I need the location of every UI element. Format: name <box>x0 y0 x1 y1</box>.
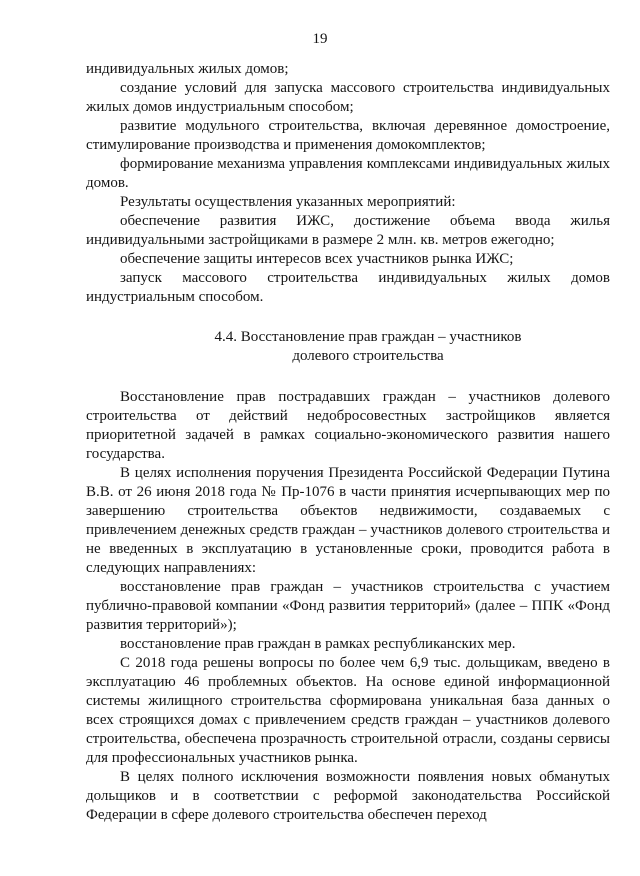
paragraph: В целях полного исключения возможности появления новых обманутых дольщиков и в соответствии с реформой законодательства Российской Федерации в сфере долевого строительства обеспечен переход <box>86 769 610 823</box>
section-rights-restoration <box>86 388 610 825</box>
page-number: 19 <box>312 31 328 47</box>
paragraph: создание условий для запуска массового строительства индивидуальных жилых домов индустриальным способом; <box>86 80 610 115</box>
paragraph: Восстановление прав пострадавших граждан – участников долевого строительства от действий недобросовестных застройщиков является приоритетной задачей в рамках социально-экономического развития нашего государства. <box>86 389 610 462</box>
paragraph: восстановление прав граждан в рамках республиканских мер. <box>120 636 516 652</box>
section-heading-line2: долевого строительства <box>292 348 444 364</box>
paragraph: развитие модульного строительства, включая деревянное домостроение, стимулирование производства и применения домокомплектов; <box>86 118 610 153</box>
paragraph: формирование механизма управления комплексами индивидуальных жилых домов. <box>86 156 610 191</box>
paragraph: индивидуальных жилых домов; <box>86 61 289 77</box>
page-content <box>86 60 610 825</box>
paragraph: обеспечение защиты интересов всех участников рынка ИЖС; <box>120 251 514 267</box>
paragraph: запуск массового строительства индивидуальных жилых домов индустриальным способом. <box>86 270 610 305</box>
paragraph: В целях исполнения поручения Президента Российской Федерации Путина В.В. от 26 июня 2018 года № Пр-1076 в части принятия исчерпывающих мер по завершению строительства объектов недвижимости, создаваемых с привлечением денежных средств граждан – участников долевого строительства и не введенных в эксплуатацию в установленные сроки, проводится работа в следующих направлениях: <box>86 465 610 576</box>
paragraph: обеспечение развития ИЖС, достижение объема ввода жилья индивидуальными застройщиками в размере 2 млн. кв. метров ежегодно; <box>86 213 610 248</box>
section-heading-line1: 4.4. Восстановление прав граждан – участников <box>214 329 522 345</box>
section-heading <box>86 328 610 366</box>
paragraph: С 2018 года решены вопросы по более чем 6,9 тыс. дольщикам, введено в эксплуатацию 46 проблемных объектов. На основе единой информационной системы жилищного строительства сформирована уникальная база данных о всех строящихся домах с привлечением средств граждан – участников долевого строительства, обеспечена прозрачность строительной отрасли, созданы сервисы для профессиональных участников рынка. <box>86 655 610 766</box>
paragraph: восстановление прав граждан – участников строительства с участием публично-правовой компании «Фонд развития территорий» (далее – ППК «Фонд развития территорий»); <box>86 579 610 633</box>
paragraph: Результаты осуществления указанных мероприятий: <box>120 194 456 210</box>
section-izhs-measures <box>86 60 610 307</box>
